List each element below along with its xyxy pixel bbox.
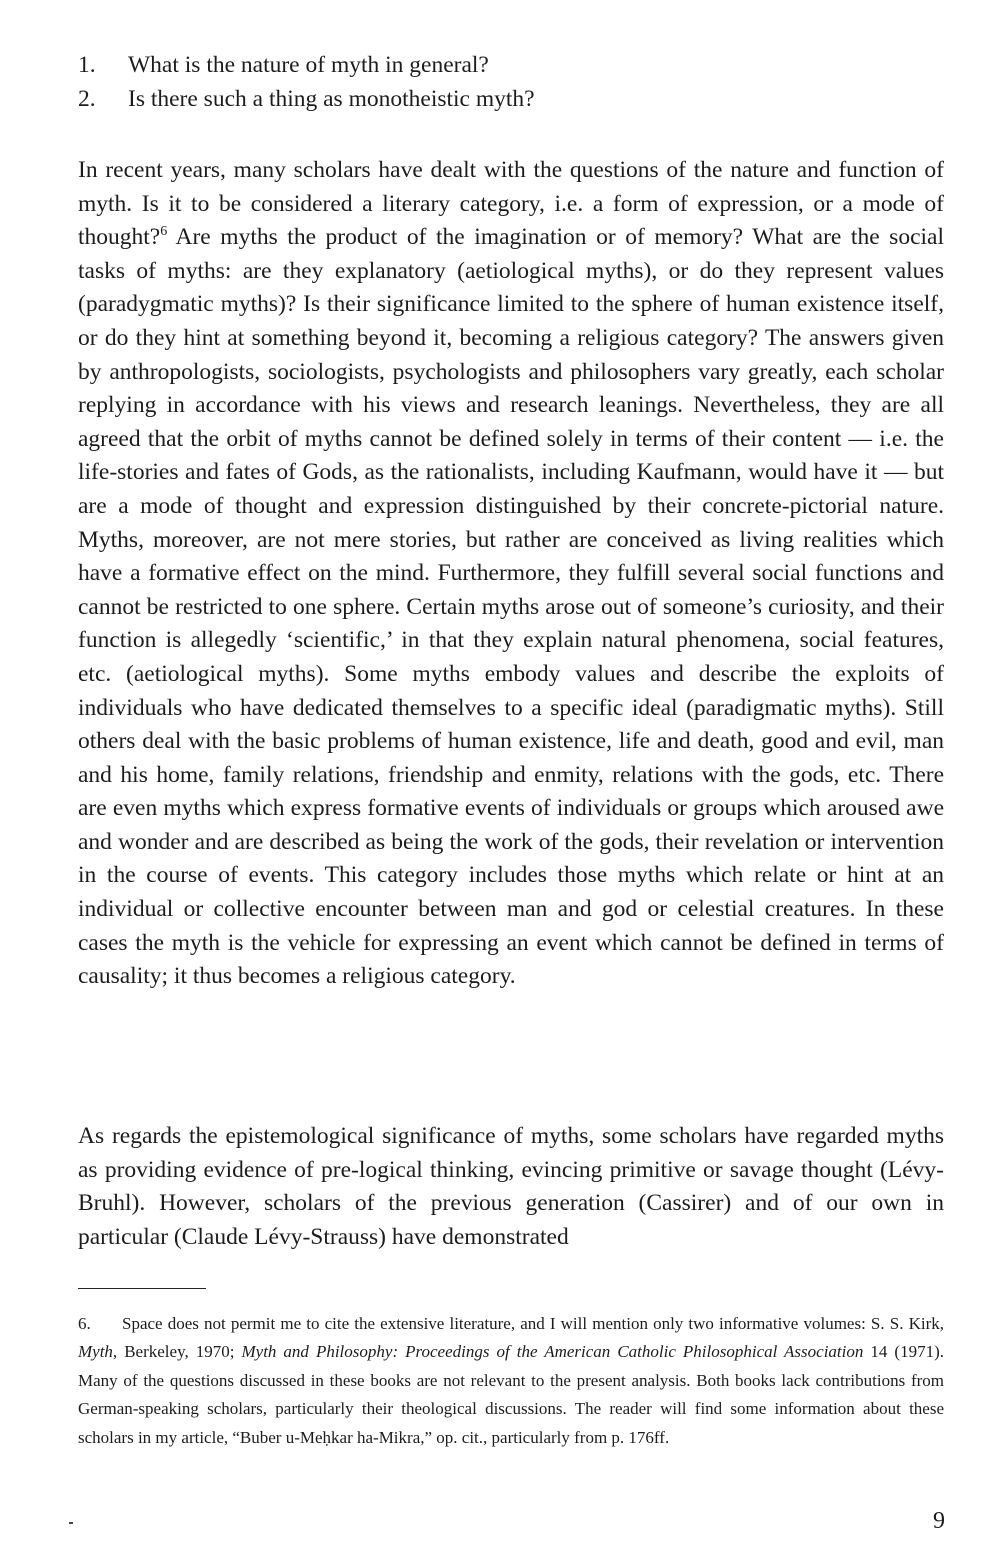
footnote-reference[interactable]: 6 <box>160 224 168 240</box>
question-list <box>78 48 944 116</box>
list-item <box>78 82 944 116</box>
footnote-text: Berkeley, 1970; <box>117 1342 242 1362</box>
footnote-divider <box>78 1288 206 1289</box>
page-number: 9 <box>933 1508 945 1534</box>
list-item-text: Is there such a thing as monotheistic myth? <box>128 86 535 112</box>
footnote-number: 6. <box>78 1314 91 1333</box>
list-item-text: What is the nature of myth in general? <box>128 52 489 78</box>
list-item <box>78 48 944 82</box>
footnote-text: 14 (1971). Many of the questions discussed in these books are not relevant to the present analysis. Both books lack contributions from German-speaking scholars, particularly their theological discussions. The reader will find some information about these scholars in my article, “Buber u-Meḥkar ha-Mikra,” op. cit., particularly from p. 176ff. <box>78 1342 945 1447</box>
footnote-book-title: Myth and Philosophy: Proceedings of the American Catholic Philosophical Association <box>241 1342 864 1362</box>
footnote-text: Space does not permit me to cite the extensive literature, and I will mention only two informative volumes: S. S. Kirk, <box>122 1314 944 1333</box>
list-item-number: 1. <box>78 52 96 78</box>
body-paragraph: As regards the epistemological significance of myths, some scholars have regarded myths as providing evidence of pre-logical thinking, evincing primitive or savage thought (Lévy-Bruhl). However, scholars of the previous generation (Cassirer) and of our own in particular (Claude Lévy-Strauss) have demonstrated <box>78 1123 944 1250</box>
footnote <box>78 1310 944 1452</box>
body-paragraph <box>78 154 944 994</box>
paragraph-text: In recent years, many scholars have dealt with the questions of the nature and function of myth. Is it to be considered a literary category, i.e. a form of expression, or a mode of thought? <box>78 157 944 251</box>
stray-mark <box>69 1522 73 1524</box>
list-item-number: 2. <box>78 86 96 112</box>
paragraph-text: Are myths the product of the imagination or of memory? What are the social tasks of myths: are they explanatory (aetiological myths), or do they represent values (paradygmatic myths)? Is their significance limited to the sphere of human existence itself, or do they hint at something beyond it, becoming a religious category? The answers given by anthropologists, sociologists, psychologists and philosophers vary greatly, each scholar replying in accordance with his views and research leanings. Nevertheless, they are all agreed that the orbit of myths cannot be defined solely in terms of their content — i.e. the life-stories and fates of Gods, as the rationalists, including Kaufmann, would have it — but are a mode of thought and expression distinguished by their concrete-pictorial nature. Myths, moreover, are not mere stories, but rather are conceived as living realities which have a formative effect on the mind. Furthermore, they fulfill several social functions and cannot be restricted to one sphere. Certain myths arose out of someone’s curiosity, and their function is allegedly ‘scientific,’ in that they explain natural phenomena, social features, etc. (aetiological myths). Some myths embody values and describe the exploits of individuals who have dedicated themselves to a specific ideal (paradigmatic myths). Still others deal with the basic problems of human existence, life and death, good and evil, man and his home, family relations, friendship and enmity, relations with the gods, etc. There are even myths which express formative events of individuals or groups which aroused awe and wonder and are described as being the work of the gods, their revelation or intervention in the course of events. This category includes those myths which relate or hint at an individual or collective encounter between man and god or celestial creatures. In these cases the myth is the vehicle for expressing an event which cannot be defined in terms of causality; it thus becomes a religious category. <box>78 224 944 990</box>
footnote-book-title: Myth, <box>78 1342 118 1362</box>
page-body <box>78 48 945 1447</box>
